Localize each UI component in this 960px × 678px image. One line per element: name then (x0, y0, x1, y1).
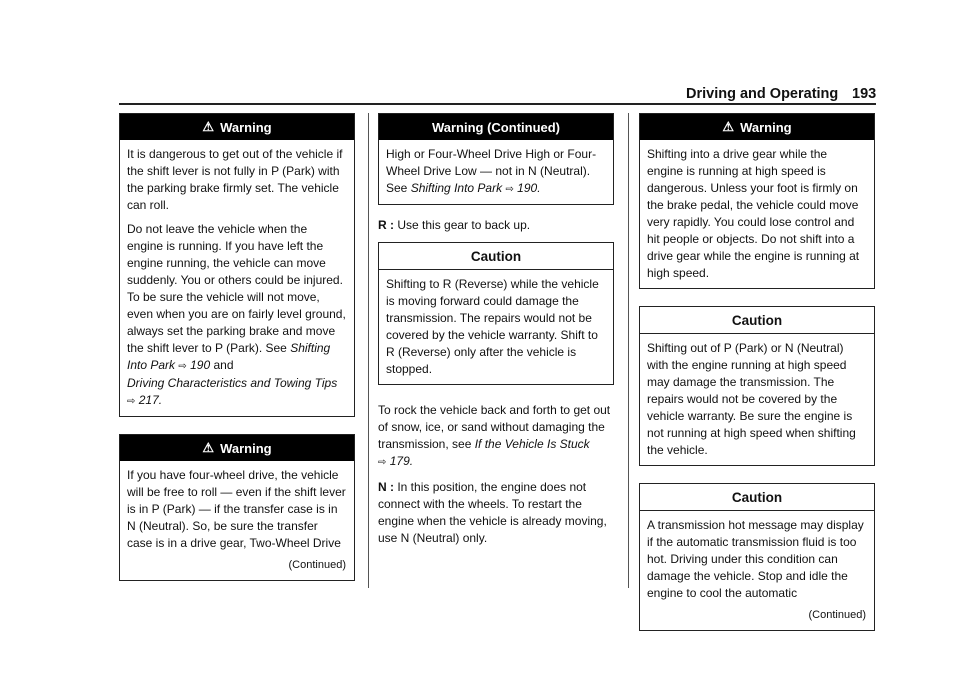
xref-link[interactable]: If the Vehicle Is Stuck (474, 437, 590, 451)
column-divider-2 (628, 113, 629, 588)
xref-link[interactable]: Driving Characteristics and Towing Tips (127, 376, 338, 390)
page-number: 193 (852, 86, 877, 102)
xref-link[interactable]: Shifting Into Park (410, 181, 503, 195)
rock-vehicle-paragraph: To rock the vehicle back and forth to get out of snow, ice, or sand without damaging the transmission, see If the Vehicle Is Stuck ⇨ 179. (378, 403, 611, 468)
reverse-description: R : Use this gear to back up. (378, 218, 531, 232)
caution-body: A transmission hot message may display if the automatic transmission fluid is too hot. Driving under this condition can damage the vehicle. Stop and idle the engine to cool the automatic (Continued) (640, 511, 874, 630)
warning-header: ⚠ Warning (120, 114, 354, 140)
column-3 (639, 113, 875, 648)
continued-label: (Continued) (808, 609, 866, 621)
warning-header: Warning (Continued) (379, 114, 613, 140)
warning-body: High or Four-Wheel Drive High or Four-Wheel Drive Low — not in N (Neutral). See Shifting Into Park ⇨ 190. (386, 147, 597, 195)
warning-body: Shifting into a drive gear while the engine is running at high speed is dangerous. Unless your foot is firmly on the brake pedal, the vehicle could move very rapidly. You could lose control and hit people or objects. Do not shift into a drive gear while the engine is running at high speed. (647, 147, 860, 280)
column-2 (378, 113, 614, 555)
warning-body: It is dangerous to get out of the vehicle if the shift lever is not fully in P (Park) with the parking brake firmly set. The vehicle can roll. Do not leave the vehicle when the engine is running. If you have left the engine running, the vehicle can move suddenly. You or others could be injured. To be sure the vehicle will not move, even when you are on fairly level ground, always set the parking brake and move the shift lever to P (Park). See Shifting Into Park ⇨ 190 and Driving Characteristics and Towing Tips ⇨ 217. (127, 147, 346, 407)
caution-body: Shifting out of P (Park) or N (Neutral) with the engine running at high speed may damage the transmission. The repairs would not be covered by the vehicle warranty. Be sure the engine is not running at high speed when shifting the vehicle. (647, 341, 856, 457)
page-arrow-icon: ⇨ (178, 361, 187, 372)
warning-continued-box (378, 113, 614, 205)
header-rule (119, 103, 876, 105)
continued-label: (Continued) (288, 559, 346, 571)
warning-box (639, 113, 875, 289)
neutral-description: N : In this position, the engine does not connect with the wheels. To restart the engine when the vehicle is already moving, use N (Neutral) only. (378, 480, 607, 545)
warning-triangle-icon: ⚠ (202, 440, 215, 455)
page-arrow-icon: ⇨ (378, 457, 387, 468)
caution-header: Caution (379, 243, 613, 270)
warning-box (119, 434, 355, 581)
caution-box (639, 306, 875, 466)
caution-header: Caution (640, 307, 874, 334)
column-1 (119, 113, 355, 598)
warning-header: ⚠ Warning (120, 435, 354, 461)
caution-box (639, 483, 875, 631)
warning-header: ⚠ Warning (640, 114, 874, 140)
warning-triangle-icon: ⚠ (202, 119, 215, 134)
warning-box (119, 113, 355, 417)
caution-body: Shifting to R (Reverse) while the vehicle is moving forward could damage the transmission. The repairs would not be covered by the vehicle warranty. Shift to R (Reverse) only after the vehicle is stopped. (386, 277, 599, 376)
caution-box (378, 242, 614, 385)
warning-body: If you have four-wheel drive, the vehicle will be free to roll — even if the shift lever is in P (Park) — if the transfer case is in N (Neutral). So, be sure the transfer case is in a drive gear, Two-Wheel Drive (Continued) (120, 461, 354, 580)
page-arrow-icon: ⇨ (505, 184, 514, 195)
page-arrow-icon: ⇨ (127, 396, 136, 407)
warning-triangle-icon: ⚠ (722, 119, 735, 134)
xref-link[interactable]: Shifting Into Park (127, 341, 331, 372)
column-divider-1 (368, 113, 369, 588)
section-title: Driving and Operating (686, 86, 839, 102)
caution-header: Caution (640, 484, 874, 511)
